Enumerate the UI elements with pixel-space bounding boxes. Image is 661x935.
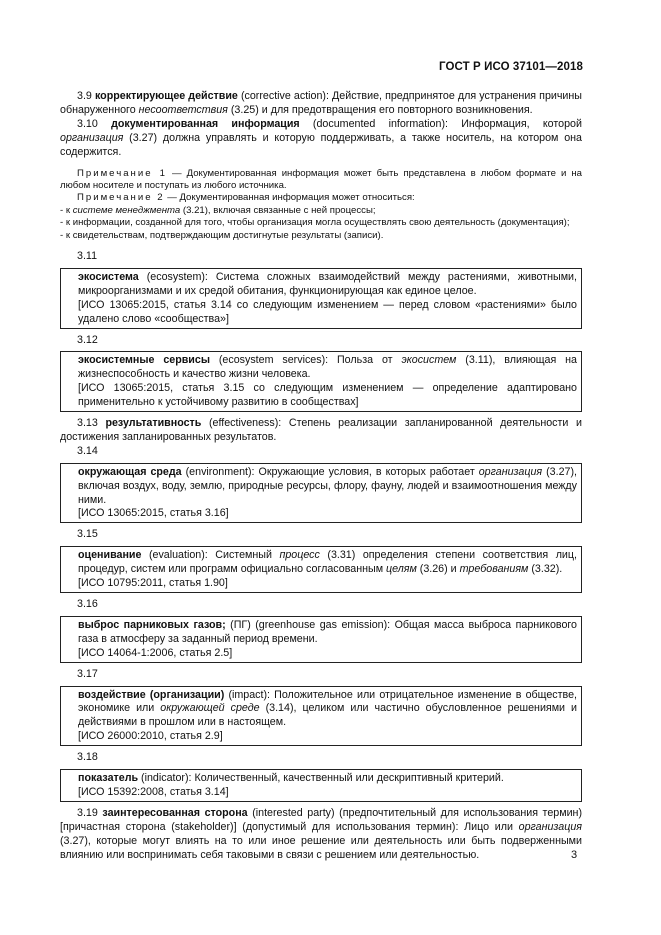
definition: (corrective action): Действие, предпринятое для устранения причины обнаруженного xyxy=(60,90,582,116)
note-bullet: - к системе менеджмента (3.21), включая связанные с ней процессы; xyxy=(60,204,376,216)
definition: экосистемные сервисы (ecosystem services): Польза от экосистем (3.11), влияющая на жизнеспособность и качество жизни человека. xyxy=(78,354,577,381)
cross-reference: целям xyxy=(386,563,417,576)
definition: (documented information): Информация, которой xyxy=(299,117,582,130)
source-reference: [ИСО 13065:2015, статья 3.16] xyxy=(78,507,229,520)
entry-number: 3.19 xyxy=(77,806,98,819)
definition: показатель (indicator): Количественный, качественный или дескриптивный критерий. xyxy=(78,772,504,785)
term-box-3-15 xyxy=(60,546,582,593)
definition: воздействие (организации) (impact): Положительное или отрицательное изменение в обществе, экономике или окружающей среде (3.14), целиком или частично обусловленное решениями и действиями в прошлом или в настоящем. xyxy=(78,688,577,729)
source-reference: [ИСО 26000:2010, статья 2.9] xyxy=(78,730,223,743)
page-number: 3 xyxy=(571,849,578,861)
entry-number-3-12: 3.12 xyxy=(77,333,98,346)
note-label: Примечание 1 xyxy=(77,167,167,179)
entry-3-9 xyxy=(60,90,582,118)
definition: (effectiveness): Степень реализации запланированной деятельности и достижения запланированных результатов. xyxy=(60,417,582,443)
cross-reference: организация xyxy=(478,465,543,478)
term: показатель xyxy=(78,772,139,785)
notes-block xyxy=(60,168,582,242)
term: окружающая среда xyxy=(78,465,182,478)
term-box-3-12 xyxy=(60,351,582,412)
note-label: Примечание 2 xyxy=(77,192,165,204)
definition: экосистема (ecosystem): Система сложных взаимодействий между растениями, животными, микроорганизмами и их средой обитания, функционирующая как единое целое. xyxy=(78,270,577,297)
definition-tail: (3.27), которые могут влиять на то или иное решение или деятельность или быть подверженными влиянию или воспринимать себя таковыми в связи с решением или деятельностью. xyxy=(60,834,582,861)
term-box-3-16 xyxy=(60,616,582,663)
cross-reference: окружающей среде xyxy=(160,702,260,715)
cross-reference: экосистем xyxy=(401,354,457,367)
term-box-3-11 xyxy=(60,268,582,329)
entry-3-19 xyxy=(60,807,582,863)
note-2 xyxy=(60,192,582,204)
entry-3-13 xyxy=(60,417,582,445)
source-reference: [ИСО 15392:2008, статья 3.14] xyxy=(78,785,229,798)
cross-reference: организация xyxy=(518,820,582,833)
source-reference: [ИСО 13065:2015, статья 3.14 со следующим изменением — перед словом «растениями» было удалено слово «сообщества»] xyxy=(78,298,577,325)
document-header: ГОСТ Р ИСО 37101—2018 xyxy=(438,61,583,73)
note-text: — Документированная информация может относиться: xyxy=(164,192,415,204)
entry-number-3-16: 3.16 xyxy=(77,598,98,610)
term-box-3-14 xyxy=(60,463,582,524)
term: оценивание xyxy=(78,549,142,562)
definition: окружающая среда (environment): Окружающие условия, в которых работает организация (3.27), включая воздух, воду, землю, природные ресурсы, флору, фауну, людей и взаимоотношения между ними. xyxy=(78,465,578,506)
entry-3-10 xyxy=(60,118,582,160)
term-box-3-18 xyxy=(60,769,582,802)
term: заинтересованная сторона xyxy=(102,806,248,819)
cross-reference: системе менеджмента xyxy=(72,204,181,216)
note-bullet: - к свидетельствам, подтверждающим достигнутые результаты (записи). xyxy=(60,229,384,241)
definition: (interested party) (предпочтительный для использования термин) [причастная сторона (stakeholder)] (допустимый для использования термин): Лицо или xyxy=(60,806,583,833)
entry-number-3-15: 3.15 xyxy=(77,528,98,541)
term: выброс парниковых газов; xyxy=(78,618,226,631)
term-box-3-17 xyxy=(60,686,582,747)
entry-number: 3.9 xyxy=(77,90,92,102)
definition: выброс парниковых газов; (ПГ) (greenhouse gas emission): Общая масса выброса парникового газа в атмосферу за заданный период времени. xyxy=(78,618,577,645)
entry-number-3-11: 3.11 xyxy=(77,249,98,262)
entry-number-3-14: 3.14 xyxy=(77,444,98,457)
note-text: — Документированная информация может быть представлена в любом формате и на любом носителе и поступать из любого источника. xyxy=(60,167,583,191)
definition-tail: (3.27) должна управлять и которую поддерживать, а также носитель, на котором она содержится. xyxy=(60,131,582,158)
entry-number: 3.13 xyxy=(77,417,98,430)
cross-reference: требованиям xyxy=(459,563,529,576)
source-reference: [ИСО 13065:2015, статья 3.15 со следующим изменением — определение адаптировано применительно к устойчивому развитию в сообществах] xyxy=(78,382,577,409)
entry-number-3-18: 3.18 xyxy=(77,751,98,764)
source-reference: [ИСО 10795:2011, статья 1.90] xyxy=(78,577,228,590)
definition: оценивание (evaluation): Системный процесс (3.31) определения степени соответствия лиц, процедур, систем или программ официально согласованным целям (3.26) и требованиям (3.32). xyxy=(78,549,577,576)
entry-number: 3.10 xyxy=(77,117,98,130)
note-1 xyxy=(60,168,582,193)
document-body xyxy=(60,90,582,863)
source-reference: [ИСО 14064-1:2006, статья 2.5] xyxy=(78,646,233,659)
note-bullet: - к информации, созданной для того, чтобы организация могла осуществлять свою деятельность (документация); xyxy=(60,217,570,229)
entry-number-3-17: 3.17 xyxy=(77,667,98,680)
cross-reference: организация xyxy=(60,131,124,144)
term: воздействие (организации) xyxy=(78,688,225,701)
definition-tail: (3.25) и для предотвращения его повторного возникновения. xyxy=(227,103,533,116)
term: документированная информация xyxy=(111,117,300,130)
cross-reference: процесс xyxy=(279,549,320,562)
term: экосистема xyxy=(78,270,139,283)
term: результативность xyxy=(105,417,202,430)
term: экосистемные сервисы xyxy=(78,354,210,367)
cross-reference: несоответствия xyxy=(138,103,228,116)
term: корректирующее действие xyxy=(94,90,238,102)
